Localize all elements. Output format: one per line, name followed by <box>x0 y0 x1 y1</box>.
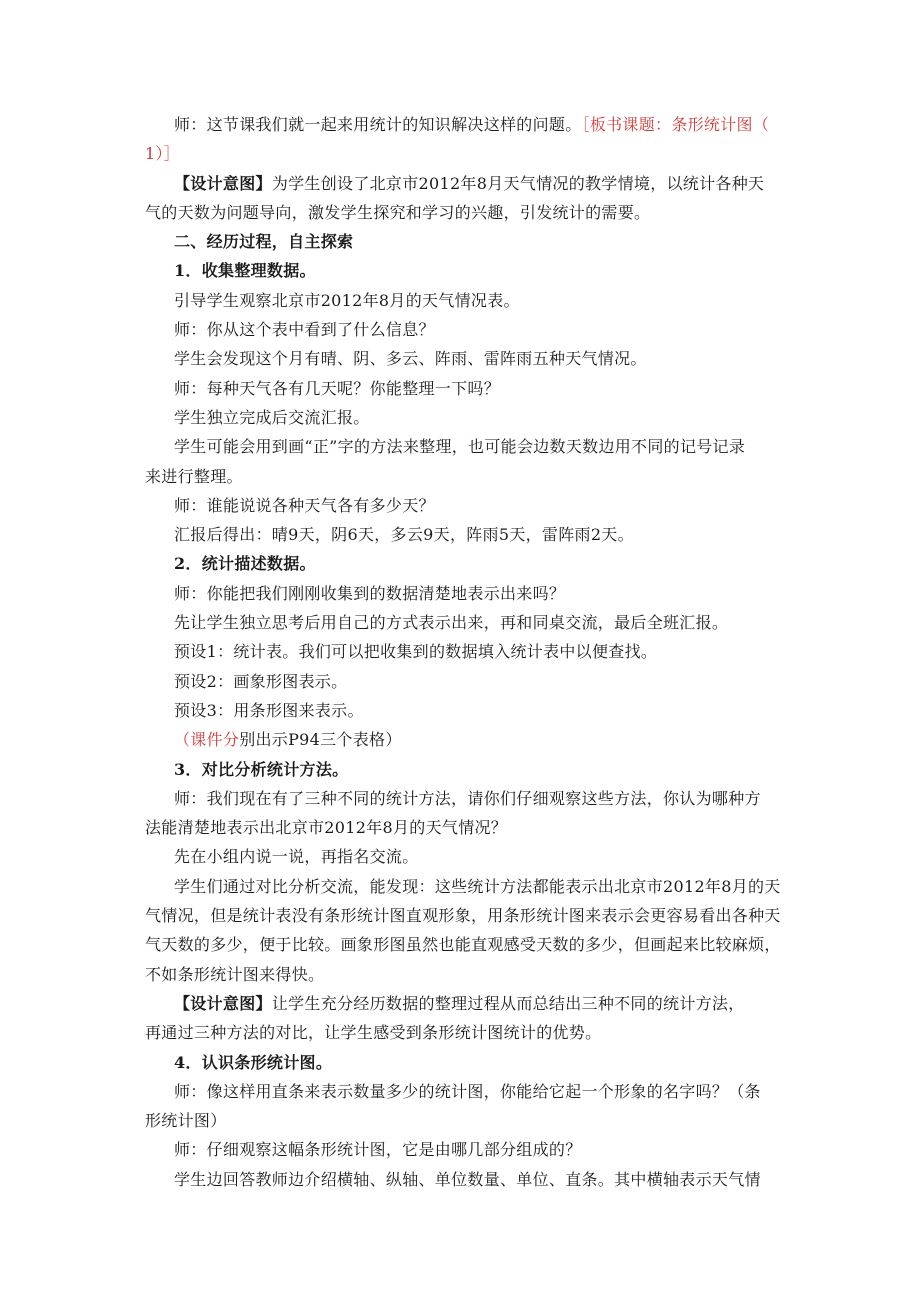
paragraph-s4: 师：每种天气各有几天呢？你能整理一下吗？ <box>174 378 501 398</box>
paragraph-s14 <box>145 725 793 754</box>
design-intent-text: 为学生创设了北京市2012年8月天气情况的教学情境，以统计各种天 <box>271 173 765 193</box>
paragraph-s10: 先让学生独立思考后用自己的方式表示出来，再和同桌交流，最后全班汇报。 <box>174 613 729 633</box>
paragraph-s16: 先在小组内说一说，再指名交流。 <box>174 847 419 867</box>
paragraph-s5: 学生独立完成后交流汇报。 <box>174 407 370 427</box>
subheading-3: 3．对比分析统计方法。 <box>174 759 349 779</box>
design-intent-label: 【设计意图】 <box>174 173 272 193</box>
paragraph-s17: 学生们通过对比分析交流，能发现：这些统计方法都能表示出北京市2012年8月的天 <box>174 876 781 896</box>
document-body <box>145 110 793 1194</box>
paragraph-s17-cont2: 气天数的多少，便于比较。画象形图虽然也能直观感受天数的多少，但画起来比较麻烦， <box>145 935 781 955</box>
paragraph-s7: 师：谁能说说各种天气各有多少天？ <box>174 495 435 515</box>
paragraph-s15-cont: 法能清楚地表示出北京市2012年8月的天气情况？ <box>145 818 508 838</box>
paragraph-s20: 学生边回答教师边介绍横轴、纵轴、单位数量、单位、直条。其中横轴表示天气情 <box>174 1169 761 1189</box>
board-title-note-cont: 1）］ <box>145 144 181 164</box>
paragraph-s9: 师：你能把我们刚刚收集到的数据清楚地表示出来吗？ <box>174 583 566 603</box>
paragraph-s2: 师：你从这个表中看到了什么信息？ <box>174 320 435 340</box>
subheading-4: 4．认识条形统计图。 <box>174 1052 333 1072</box>
paragraph-s12: 预设2：画象形图表示。 <box>174 671 348 691</box>
board-title-note: ［板书课题：条形统计图（ <box>581 115 770 134</box>
courseware-note-rest: 别出示P94三个表格） <box>239 730 402 750</box>
paragraph-s19: 师：仔细观察这幅条形统计图，它是由哪几部分组成的？ <box>174 1140 582 1160</box>
design-intent-2-cont: 再通过三种方法的对比，让学生感受到条形统计图统计的优势。 <box>145 1023 602 1043</box>
paragraph-s6: 学生可能会用到画“正”字的方法来整理，也可能会边数天数边用不同的记号记录 <box>174 437 746 457</box>
design-intent-text-2: 让学生充分经历数据的整理过程从而总结出三种不同的统计方法， <box>271 993 745 1013</box>
paragraph-s8: 汇报后得出：晴9天，阴6天，多云9天，阵雨5天，雷阵雨2天。 <box>174 525 634 545</box>
paragraph-s18: 师：像这样用直条来表示数量多少的统计图，你能给它起一个形象的名字吗？（条 <box>174 1081 761 1101</box>
paragraph-s1: 引导学生观察北京市2012年8月的天气情况表。 <box>174 290 520 310</box>
design-intent-label-2: 【设计意图】 <box>174 993 272 1013</box>
paragraph-s13: 预设3：用条形图来表示。 <box>174 700 364 720</box>
design-intent-2 <box>145 989 793 1018</box>
paragraph-s17-cont1: 气情况，但是统计表没有条形统计图直观形象，用条形统计图来表示会更容易看出各种天 <box>145 906 781 926</box>
section-heading-2: 二、经历过程，自主探索 <box>174 232 354 252</box>
design-intent-1 <box>145 169 793 198</box>
design-intent-1-cont: 气的天数为问题导向，激发学生探究和学习的兴趣，引发统计的需要。 <box>145 202 651 222</box>
subheading-2: 2．统计描述数据。 <box>174 554 316 574</box>
paragraph-s6-cont: 来进行整理。 <box>145 466 243 486</box>
paragraph-s11: 预设1：统计表。我们可以把收集到的数据填入统计表中以便查找。 <box>174 642 658 662</box>
courseware-note: （课件分 <box>174 730 240 750</box>
paragraph-s15: 师：我们现在有了三种不同的统计方法，请你们仔细观察这些方法，你认为哪种方 <box>174 788 761 808</box>
paragraph-teacher-intro <box>145 110 793 139</box>
paragraph-s18-cont: 形统计图） <box>145 1111 227 1131</box>
teacher-intro-text: 师：这节课我们就一起来用统计的知识解决这样的问题。 <box>174 115 582 134</box>
paragraph-s3: 学生会发现这个月有晴、阴、多云、阵雨、雷阵雨五种天气情况。 <box>174 349 647 369</box>
paragraph-s17-cont3: 不如条形统计图来得快。 <box>145 964 325 984</box>
subheading-1: 1．收集整理数据。 <box>174 261 316 281</box>
